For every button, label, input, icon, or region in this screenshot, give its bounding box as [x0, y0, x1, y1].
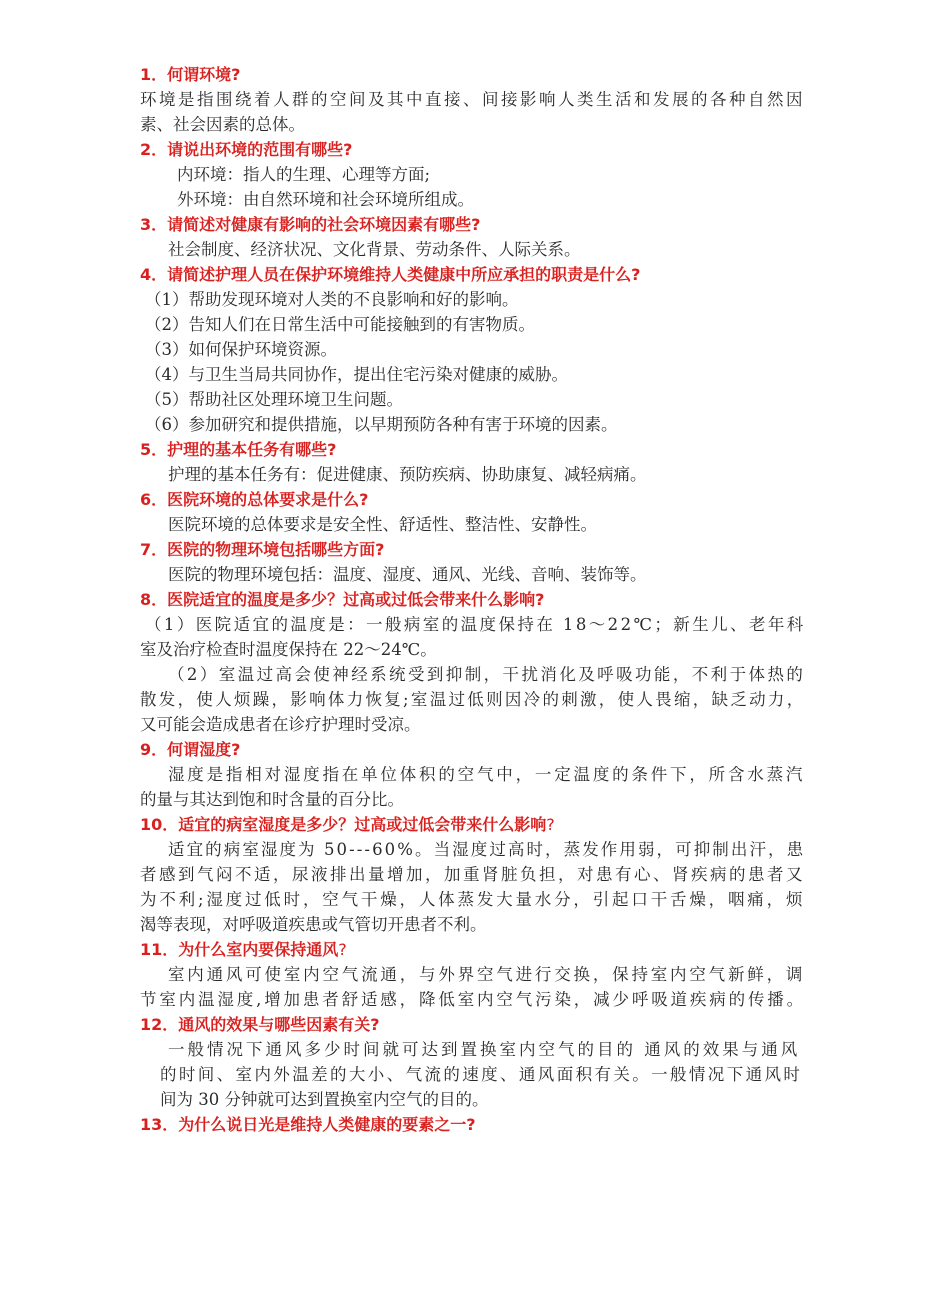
question-heading — [140, 62, 240, 87]
answer-line — [140, 787, 404, 812]
question-text: 6．医院环境的总体要求是什么? — [140, 490, 369, 509]
answer-text: 适宜的病室湿度为 50---60%。当湿度过高时，蒸发作用弱，可抑制出汗，患 — [168, 840, 806, 859]
answer-text: 渴等表现，对呼吸道疾患或气管切开患者不利。 — [140, 915, 487, 934]
question-heading — [140, 587, 544, 612]
question-heading — [140, 437, 336, 462]
answer-text: 室及治疗检查时温度保持在 22～24℃。 — [140, 640, 437, 659]
answer-text: （6）参加研究和提供措施，以早期预防各种有害于环境的因素。 — [145, 415, 618, 434]
answer-line — [145, 387, 403, 412]
answer-text: 医院环境的总体要求是安全性、舒适性、整洁性、安静性。 — [168, 515, 597, 534]
answer-line — [140, 112, 305, 137]
answer-text: （5）帮助社区处理环境卫生问题。 — [145, 390, 403, 409]
question-text: 11．为什么室内要保持通风 — [140, 940, 339, 959]
answer-line — [168, 462, 647, 487]
answer-line — [140, 687, 806, 712]
answer-text: 素、社会因素的总体。 — [140, 115, 305, 134]
question-heading — [140, 1112, 476, 1137]
answer-line — [177, 187, 474, 212]
answer-text: 室内通风可使室内空气流通，与外界空气进行交换，保持室内空气新鲜，调 — [168, 965, 806, 984]
answer-line — [145, 612, 806, 637]
question-text: 2．请说出环境的范围有哪些? — [140, 140, 353, 159]
answer-line — [160, 1062, 802, 1087]
answer-text: 外环境：由自然环境和社会环境所组成。 — [177, 190, 474, 209]
question-text: 5．护理的基本任务有哪些? — [140, 440, 337, 459]
question-text: 3．请简述对健康有影响的社会环境因素有哪些? — [140, 215, 481, 234]
answer-line — [145, 312, 535, 337]
answer-text: 的时间、室内外温差的大小、气流的速度、通风面积有关。一般情况下通风时 — [160, 1065, 803, 1084]
question-heading — [140, 737, 240, 762]
question-text: 8．医院适宜的温度是多少？过高或过低会带来什么影响? — [140, 590, 545, 609]
question-text: 10．适宜的病室湿度是多少？过高或过低会带来什么影响 — [140, 815, 547, 834]
answer-text: （1）医院适宜的温度是：一般病室的温度保持在 18～22℃；新生儿、老年科 — [145, 615, 806, 634]
answer-text: 湿度是指相对湿度指在单位体积的空气中，一定温度的条件下，所含水蒸汽 — [168, 765, 806, 784]
answer-text: 的量与其达到饱和时含量的百分比。 — [140, 790, 404, 809]
answer-line — [160, 1087, 489, 1112]
answer-line — [145, 412, 618, 437]
answer-text: 医院的物理环境包括：温度、湿度、通风、光线、音响、装饰等。 — [168, 565, 647, 584]
answer-line — [177, 162, 430, 187]
answer-line — [168, 837, 805, 862]
question-text: 9．何谓湿度? — [140, 740, 241, 759]
question-heading — [140, 812, 555, 837]
answer-text: 又可能会造成患者在诊疗护理时受凉。 — [140, 715, 421, 734]
question-mark: ? — [546, 815, 555, 834]
question-heading — [140, 487, 368, 512]
answer-text: （4）与卫生当局共同协作，提出住宅污染对健康的威胁。 — [145, 365, 568, 384]
answer-text: 者感到气闷不适，尿液排出量增加，加重肾脏负担，对患有心、肾疾病的患者又 — [140, 865, 805, 884]
answer-text: 间为 30 分钟就可达到置换室内空气的目的。 — [160, 1090, 489, 1109]
question-text: 12．通风的效果与哪些因素有关? — [140, 1015, 380, 1034]
answer-text: 内环境：指人的生理、心理等方面; — [177, 165, 431, 184]
answer-text: 一般情况下通风多少时间就可达到置换室内空气的目的 通风的效果与通风 — [168, 1040, 801, 1059]
question-heading — [140, 262, 640, 287]
answer-line — [140, 712, 421, 737]
answer-text: 为不利;湿度过低时，空气干燥，人体蒸发大量水分，引起口干舌燥，咽痛，烦 — [140, 890, 806, 909]
answer-line — [140, 637, 437, 662]
question-heading — [140, 212, 480, 237]
answer-line — [168, 662, 805, 687]
answer-line — [168, 762, 805, 787]
question-heading — [140, 537, 384, 562]
question-heading — [140, 137, 352, 162]
question-mark: ? — [338, 940, 347, 959]
answer-text: 散发，使人烦躁，影响体力恢复;室温过低则因冷的刺激，使人畏缩，缺乏动力， — [140, 690, 806, 709]
answer-line — [168, 562, 647, 587]
answer-line — [140, 912, 487, 937]
answer-line — [168, 237, 581, 262]
question-heading — [140, 1012, 380, 1037]
answer-text: （2）室温过高会使神经系统受到抑制，干扰消化及呼吸功能，不利于体热的 — [168, 665, 806, 684]
answer-line — [145, 362, 568, 387]
answer-text: （2）告知人们在日常生活中可能接触到的有害物质。 — [145, 315, 535, 334]
answer-text: （3）如何保护环境资源。 — [145, 340, 337, 359]
answer-line — [140, 887, 805, 912]
answer-text: 护理的基本任务有：促进健康、预防疾病、协助康复、减轻病痛。 — [168, 465, 647, 484]
answer-text: 节室内温湿度,增加患者舒适感，降低室内空气污染，减少呼吸道疾病的传播。 — [140, 990, 806, 1009]
question-text: 13．为什么说日光是维持人类健康的要素之一? — [140, 1115, 476, 1134]
question-heading — [140, 937, 347, 962]
answer-line — [145, 337, 337, 362]
answer-line — [140, 87, 805, 112]
answer-line — [140, 862, 805, 887]
question-text: 4．请简述护理人员在保护环境维持人类健康中所应承担的职责是什么? — [140, 265, 641, 284]
answer-text: 环境是指围绕着人群的空间及其中直接、间接影响人类生活和发展的各种自然因 — [140, 90, 805, 109]
answer-line — [145, 287, 519, 312]
answer-line — [140, 987, 806, 1012]
answer-line — [168, 962, 805, 987]
question-text: 7．医院的物理环境包括哪些方面? — [140, 540, 385, 559]
answer-line — [168, 512, 597, 537]
answer-line — [168, 1037, 800, 1062]
question-text: 1．何谓环境? — [140, 65, 241, 84]
answer-text: 社会制度、经济状况、文化背景、劳动条件、人际关系。 — [168, 240, 581, 259]
answer-text: （1）帮助发现环境对人类的不良影响和好的影响。 — [145, 290, 519, 309]
